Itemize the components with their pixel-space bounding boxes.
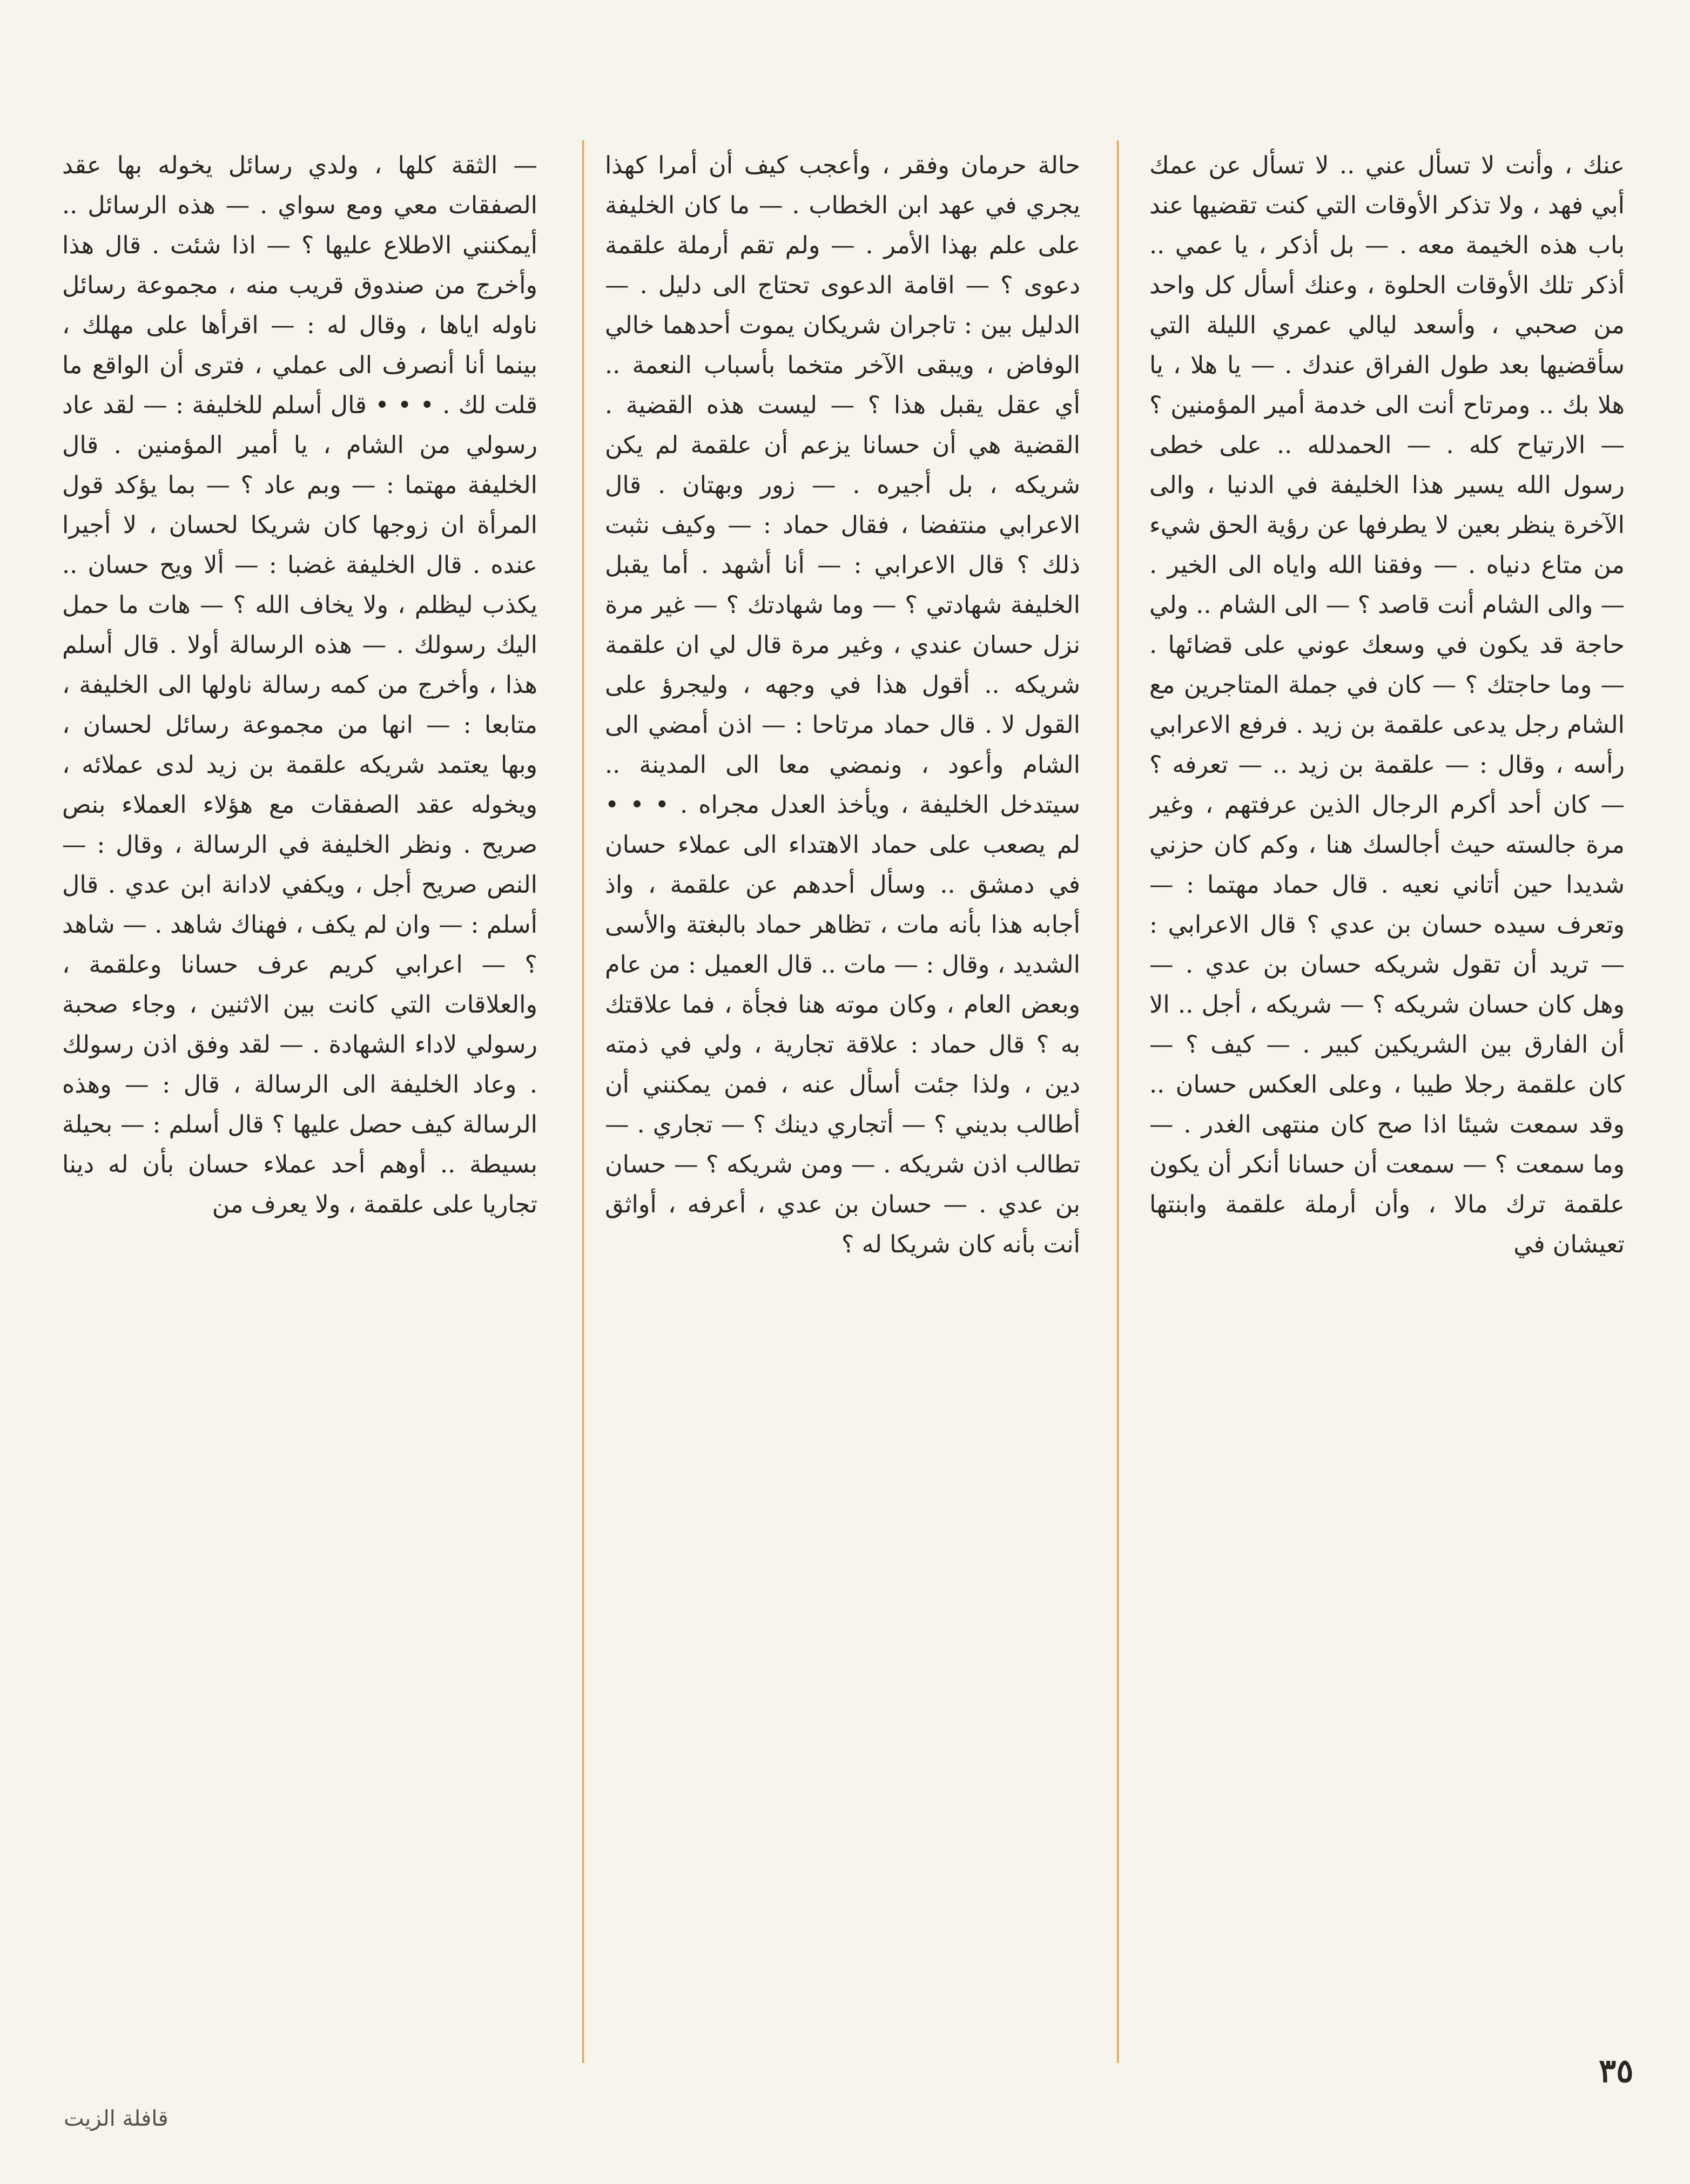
page-number: ٣٥ bbox=[1599, 2052, 1634, 2090]
text-column-right bbox=[1149, 146, 1625, 2036]
column-text: — الثقة كلها ، ولدي رسائل يخوله بها عقد الصفقات معي ومع سواي . — هذه الرسائل .. أيمكنني الاطلاع عليها ؟ — اذا شئت . قال هذا وأخرج من صندوق قريب منه ، مجموعة رسائل ناوله اياها ، وقال له : — اقرأها على مهلك ، بينما أنا أنصرف الى عملي ، فترى أن الواقع ما قلت لك . • • • قال أسلم للخليفة : — لقد عاد رسولي من الشام ، يا أمير المؤمنين . قال الخليفة مهتما : — وبم عاد ؟ — بما يؤكد قول المرأة ان زوجها كان شريكا لحسان ، لا أجيرا عنده . قال الخليفة غضبا : — ألا ويح حسان .. يكذب ليظلم ، ولا يخاف الله ؟ — هات ما حمل اليك رسولك . — هذه الرسالة أولا . قال أسلم هذا ، وأخرج من كمه رسالة ناولها الى الخليفة ، متابعا : — انها من مجموعة رسائل لحسان ، وبها يعتمد شريكه علقمة بن زيد لدى عملائه ، ويخوله عقد الصفقات مع هؤلاء العملاء بنص صريح . ونظر الخليفة في الرسالة ، وقال : — النص صريح أجل ، ويكفي لادانة ابن عدي . قال أسلم : — وان لم يكف ، فهناك شاهد . — شاهد ؟ — اعرابي كريم عرف حسانا وعلقمة ، والعلاقات التي كانت بين الاثنين ، وجاء صحبة رسولي لاداء الشهادة . — لقد وفق اذن رسولك . وعاد الخليفة الى الرسالة ، قال : — وهذه الرسالة كيف حصل عليها ؟ قال أسلم : — بحيلة بسيطة .. أوهم أحد عملاء حسان بأن له دينا تجاريا على علقمة ، ولا يعرف من bbox=[62, 152, 537, 1218]
text-column-middle bbox=[605, 146, 1080, 2036]
column-divider bbox=[1117, 140, 1119, 2063]
column-divider bbox=[582, 140, 584, 2063]
column-text: حالة حرمان وفقر ، وأعجب كيف أن أمرا كهذا يجري في عهد ابن الخطاب . — ما كان الخليفة على علم بهذا الأمر . — ولم تقم أرملة علقمة دعوى ؟ — اقامة الدعوى تحتاج الى دليل . — الدليل بين : تاجران شريكان يموت أحدهما خالي الوفاض ، ويبقى الآخر متخما بأسباب النعمة .. أي عقل يقبل هذا ؟ — ليست هذه القضية . القضية هي أن حسانا يزعم أن علقمة لم يكن شريكه ، بل أجيره . — زور وبهتان . قال الاعرابي منتفضا ، فقال حماد : — وكيف نثبت ذلك ؟ قال الاعرابي : — أنا أشهد . أما يقبل الخليفة شهادتي ؟ — وما شهادتك ؟ — غير مرة نزل حسان عندي ، وغير مرة قال لي ان علقمة شريكه .. أقول هذا في وجهه ، وليجرؤ على القول لا . قال حماد مرتاحا : — اذن أمضي الى الشام وأعود ، ونمضي معا الى المدينة .. سيتدخل الخليفة ، ويأخذ العدل مجراه . • • • لم يصعب على حماد الاهتداء الى عملاء حسان في دمشق .. وسأل أحدهم عن علقمة ، واذ أجابه هذا بأنه مات ، تظاهر حماد بالبغتة والأسى الشديد ، وقال : — مات .. قال العميل : من عام وبعض العام ، وكان موته هنا فجأة ، فما علاقتك به ؟ قال حماد : علاقة تجارية ، ولي في ذمته دين ، ولذا جئت أسأل عنه ، فمن يمكنني أن أطالب بديني ؟ — أتجاري دينك ؟ — تجاري . — تطالب اذن شريكه . — ومن شريكه ؟ — حسان بن عدي . — حسان بن عدي ، أعرفه ، أواثق أنت بأنه كان شريكا له ؟ bbox=[605, 152, 1080, 1258]
magazine-name: قافلة الزيت bbox=[64, 2106, 169, 2131]
column-text: عنك ، وأنت لا تسأل عني .. لا تسأل عن عمك أبي فهد ، ولا تذكر الأوقات التي كنت تقضيها عند باب هذه الخيمة معه . — بل أذكر ، يا عمي .. أذكر تلك الأوقات الحلوة ، وعنك أسأل كل واحد من صحبي ، وأسعد ليالي عمري الليلة التي سأقضيها بعد طول الفراق عندك . — يا هلا ، يا هلا بك .. ومرتاح أنت الى خدمة أمير المؤمنين ؟ — الارتياح كله . — الحمدلله .. على خطى رسول الله يسير هذا الخليفة في الدنيا ، والى الآخرة ينظر بعين لا يطرفها عن رؤية الحق شيء من متاع دنياه . — وفقنا الله واياه الى الخير . — والى الشام أنت قاصد ؟ — الى الشام .. ولي حاجة قد يكون في وسعك عوني على قضائها . — وما حاجتك ؟ — كان في جملة المتاجرين مع الشام رجل يدعى علقمة بن زيد . فرفع الاعرابي رأسه ، وقال : — علقمة بن زيد .. — تعرفه ؟ — كان أحد أكرم الرجال الذين عرفتهم ، وغير مرة جالسته حيث أجالسك هنا ، وكم كان حزني شديدا حين أتاني نعيه . قال حماد مهتما : — وتعرف سيده حسان بن عدي ؟ قال الاعرابي : — تريد أن تقول شريكه حسان بن عدي . — وهل كان حسان شريكه ؟ — شريكه ، أجل .. الا أن الفارق بين الشريكين كبير . — كيف ؟ — كان علقمة رجلا طيبا ، وعلى العكس حسان .. وقد سمعت شيئا اذا صح كان منتهى الغدر . — وما سمعت ؟ — سمعت أن حسانا أنكر أن يكون علقمة ترك مالا ، وأن أرملة علقمة وابنتها تعيشان في bbox=[1149, 152, 1625, 1258]
text-column-left bbox=[62, 146, 537, 2036]
